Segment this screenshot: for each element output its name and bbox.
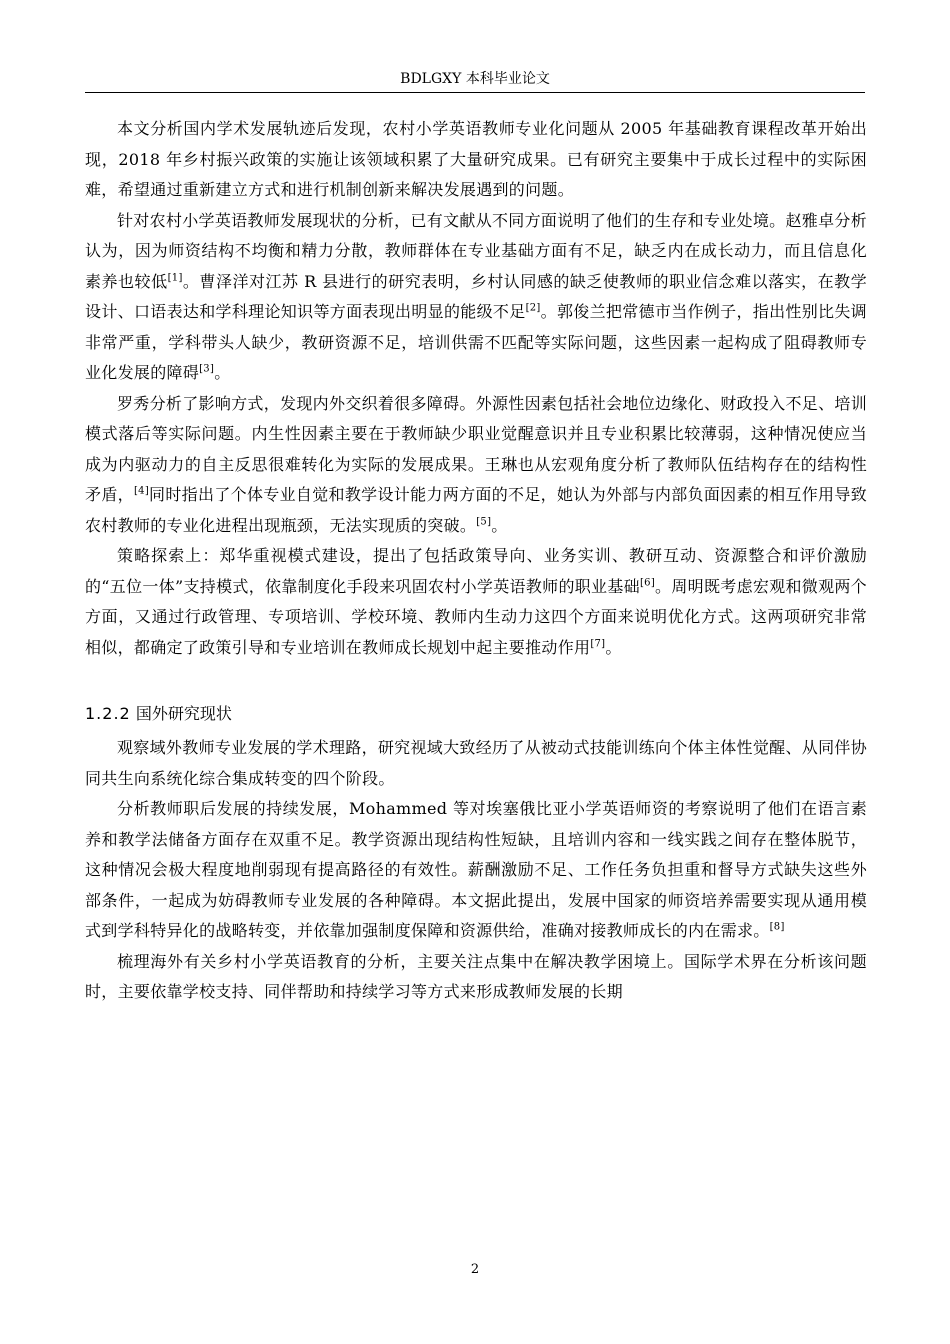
section-heading [85, 699, 867, 729]
paragraph-text: 同时指出了个体专业自觉和教学设计能力两方面的不足，她认为外部与内部负面因素的相互作用导致农村教师的专业化进程出现瓶颈，无法实现质的突破。 [85, 485, 867, 535]
paragraph-text: 。曹泽洋对江苏 R 县进行的研究表明，乡村认同感的缺乏使教师的职业信念难以落实，在教学设计、口语表达和学科理论知识等方面表现出明显的能级不足 [85, 271, 867, 321]
section-title: 国外研究现状 [135, 704, 232, 723]
section-number: 1.2.2 [85, 704, 131, 723]
paragraph-text: 。 [605, 637, 622, 657]
paragraph-text: 。 [214, 363, 231, 382]
page-number: 2 [470, 1262, 480, 1277]
paragraph-text: 策略探索上：郑华重视模式建设，提出了包括政策导向、业务实训、教研互动、资源整合和评价激励的“五位一体”支持模式，依靠制度化手段来巩固农村小学英语教师的职业基础 [85, 546, 867, 596]
citation-marker: [1] [167, 272, 183, 284]
paragraph-text: 罗秀分析了影响方式，发现内外交织着很多障碍。外源性因素包括社会地位边缘化、财政投入不足、培训模式落后等实际问题。内生性因素主要在于教师缺少职业觉醒意识并且专业积累比较薄弱，这种情况使应当成为内驱动力的自主反思很难转化为实际的发展成果。王琳也从宏观角度分析了教师队伍结构存在的结构性矛盾， [85, 393, 867, 504]
foreign-research-paragraphs [85, 733, 867, 1008]
paragraph-text: 。周明既考虑宏观和微观两个方面，又通过行政管理、专项培训、学校环境、教师内生动力这四个方面来说明优化方式。这两项研究非常相似，都确定了政策引导和专业培训在教师成长规划中起主要推动作用 [85, 576, 867, 657]
paragraph [85, 389, 867, 542]
paragraph [85, 206, 867, 389]
paragraph-text: 分析教师职后发展的持续发展，Mohammed 等对埃塞俄比亚小学英语师资的考察说明了他们在语言素养和教学法储备方面存在双重不足。教学资源出现结构性短缺，且培训内容和一线实践之间存在整体脱节，这种情况会极大程度地削弱现有提高路径的有效性。薪酬激励不足、工作任务负担重和督导方式缺失这些外部条件，一起成为妨碍教师专业发展的各种障碍。本文据此提出，发展中国家的师资培养需要实现从通用模式到学科特异化的战略转变，并依靠加强制度保障和资源供给，准确对接教师成长的内在需求。 [85, 799, 867, 940]
citation-marker: [7] [590, 638, 606, 650]
citation-marker: [8] [769, 921, 785, 933]
paragraph-text: 。郭俊兰把常德市当作例子，指出性别比失调非常严重，学科带头人缺少，教研资源不足，培训供需不匹配等实际问题，这些因素一起构成了阻碍教师专业化发展的障碍 [85, 302, 867, 382]
paragraph-text: 针对农村小学英语教师发展现状的分析，已有文献从不同方面说明了他们的生存和专业处境。赵雅卓分析认为，因为师资结构不均衡和精力分散，教师群体在专业基础方面有不足，缺乏内在成长动力，而且信息化素养也较低 [85, 210, 867, 291]
citation-marker: [6] [639, 577, 656, 589]
paragraph [85, 733, 867, 794]
paragraph [85, 114, 867, 206]
citation-marker: [4] [133, 485, 150, 497]
page-header: BDLGXY 本科毕业论文 [400, 71, 550, 87]
citation-marker: [3] [199, 363, 215, 375]
paragraph [85, 947, 867, 1008]
paragraph-text: 。 [491, 515, 508, 535]
paragraph [85, 541, 867, 663]
paragraph-text: 本文分析国内学术发展轨迹后发现，农村小学英语教师专业化问题从 2005 年基础教育课程改革开始出现，2018 年乡村振兴政策的实施让该领域积累了大量研究成果。已有研究主要集中于成长过程中的实际困难，希望通过重新建立方式和进行机制创新来解决发展遇到的问题。 [85, 119, 867, 199]
domestic-research-paragraphs [85, 114, 867, 663]
paragraph-text: 梳理海外有关乡村小学英语教育的分析，主要关注点集中在解决教学困境上。国际学术界在分析该问题时，主要依靠学校支持、同伴帮助和持续学习等方式来形成教师发展的长期 [85, 951, 867, 1001]
paragraph [85, 794, 867, 947]
citation-marker: [5] [476, 516, 492, 528]
paragraph-text: 观察域外教师专业发展的学术理路，研究视域大致经历了从被动式技能训练向个体主体性觉醒、从同伴协同共生向系统化综合集成转变的四个阶段。 [85, 738, 867, 788]
header-divider [85, 92, 865, 93]
document-body [85, 114, 867, 1008]
citation-marker: [2] [525, 302, 541, 314]
